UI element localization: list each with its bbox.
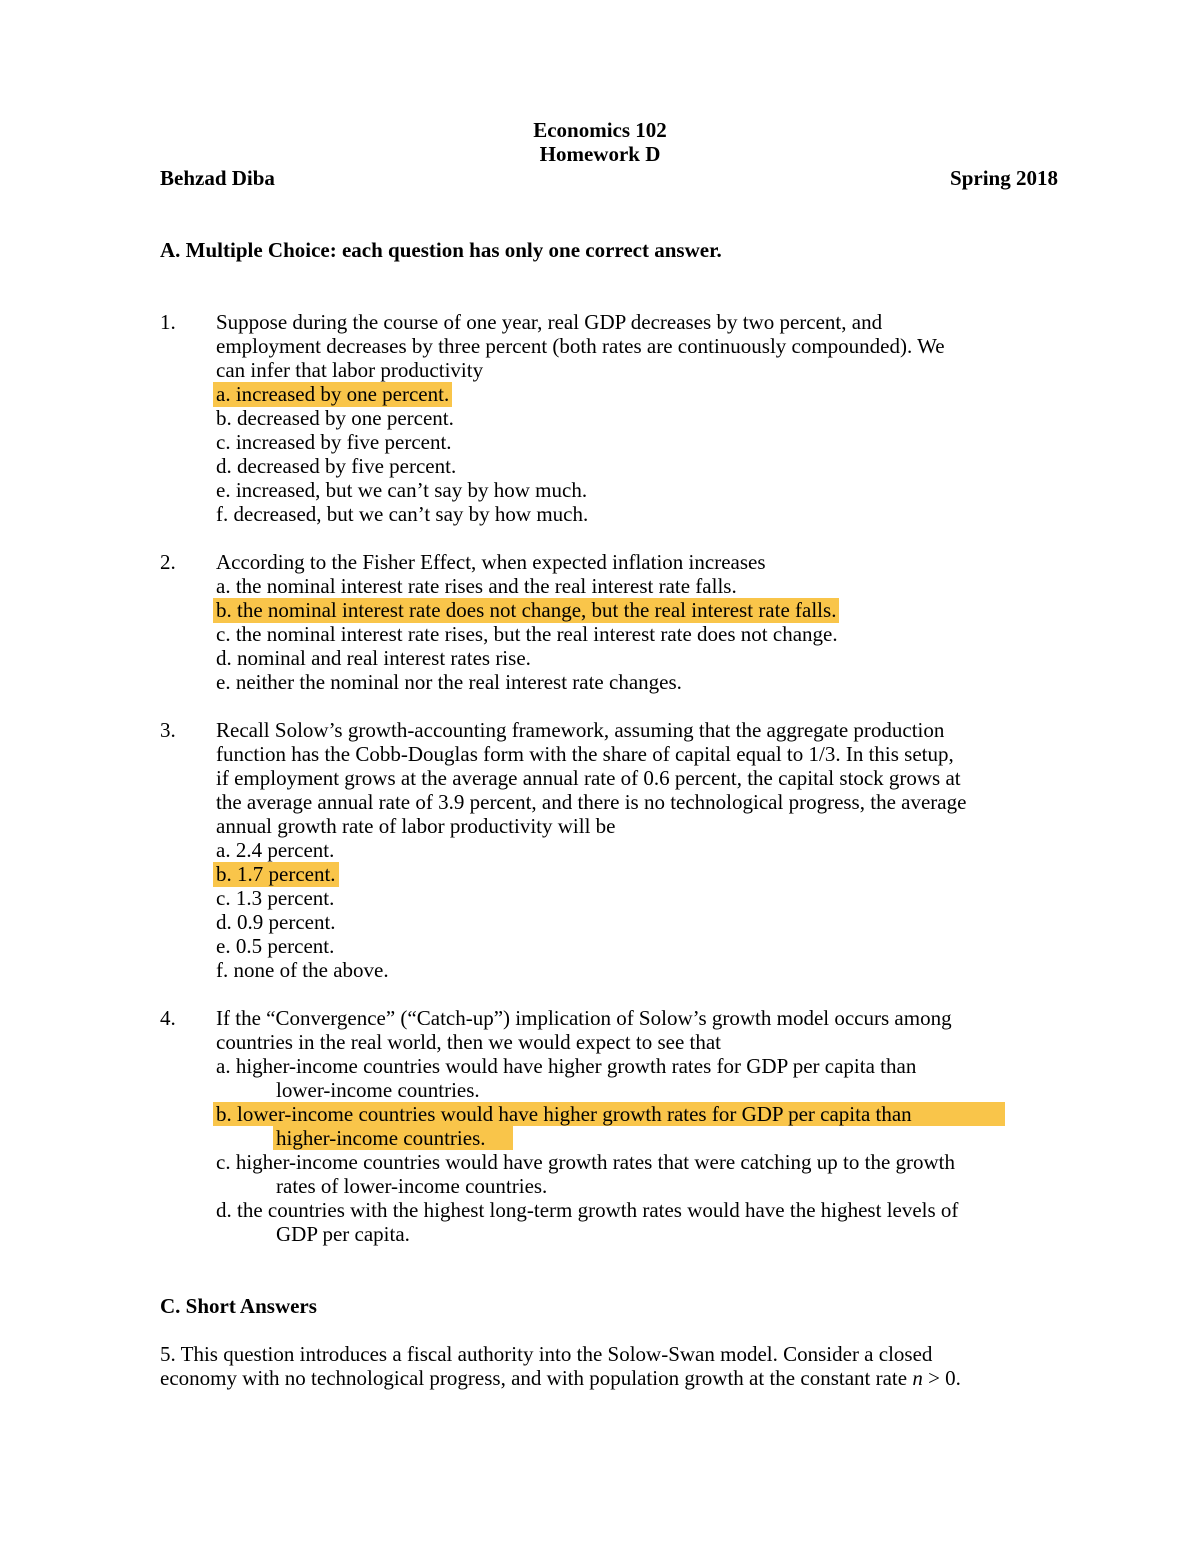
answer-option-highlighted — [216, 382, 452, 406]
answer-option: f. none of the above. — [216, 958, 389, 982]
answer-option: b. decreased by one percent. — [216, 406, 454, 430]
instructor-name: Behzad Diba — [160, 166, 275, 190]
answer-option: e. neither the nominal nor the real interest rate changes. — [216, 670, 682, 694]
variable-n: n — [912, 1366, 923, 1390]
answer-highlight: b. the nominal interest rate does not change, but the real interest rate falls. — [213, 598, 839, 623]
question-number: 3. — [160, 718, 176, 742]
answer-option-continuation: higher-income countries. — [276, 1126, 486, 1150]
question-5-text-post: > 0. — [922, 1366, 961, 1390]
question-text: employment decreases by three percent (both rates are continuously compounded). We — [216, 334, 945, 358]
question-text: According to the Fisher Effect, when expected inflation increases — [216, 550, 766, 574]
answer-option: d. the countries with the highest long-term growth rates would have the highest levels of — [216, 1198, 959, 1222]
question-text: annual growth rate of labor productivity will be — [216, 814, 616, 838]
answer-option: c. the nominal interest rate rises, but the real interest rate does not change. — [216, 622, 838, 646]
question-text: if employment grows at the average annual rate of 0.6 percent, the capital stock grows at — [216, 766, 961, 790]
question-number: 4. — [160, 1006, 176, 1030]
question-number: 1. — [160, 310, 176, 334]
term: Spring 2018 — [950, 166, 1058, 190]
question-number: 2. — [160, 550, 176, 574]
answer-option-highlighted — [216, 598, 839, 622]
question-5-text-line2 — [160, 1366, 961, 1390]
answer-option: c. 1.3 percent. — [216, 886, 335, 910]
answer-option-highlighted: b. lower-income countries would have higher growth rates for GDP per capita than — [216, 1102, 912, 1126]
question-text: Recall Solow’s growth-accounting framework, assuming that the aggregate production — [216, 718, 945, 742]
answer-option: d. 0.9 percent. — [216, 910, 336, 934]
question-text: function has the Cobb-Douglas form with the share of capital equal to 1/3. In this setup, — [216, 742, 954, 766]
section-c-heading: C. Short Answers — [160, 1294, 317, 1318]
assignment-title: Homework D — [539, 142, 661, 166]
answer-option: d. nominal and real interest rates rise. — [216, 646, 531, 670]
answer-option: d. decreased by five percent. — [216, 454, 457, 478]
question-text: can infer that labor productivity — [216, 358, 484, 382]
answer-option: c. higher-income countries would have growth rates that were catching up to the growth — [216, 1150, 956, 1174]
answer-option: e. 0.5 percent. — [216, 934, 335, 958]
answer-highlight: b. 1.7 percent. — [213, 862, 339, 887]
course-title: Economics 102 — [533, 118, 667, 142]
question-5-text-pre: economy with no technological progress, and with population growth at the constant rate — [160, 1366, 913, 1390]
answer-option-continuation: GDP per capita. — [276, 1222, 410, 1246]
answer-highlight: a. increased by one percent. — [213, 382, 452, 407]
answer-option-continuation: rates of lower-income countries. — [276, 1174, 548, 1198]
answer-option-continuation: lower-income countries. — [276, 1078, 480, 1102]
question-text: If the “Convergence” (“Catch-up”) implication of Solow’s growth model occurs among — [216, 1006, 952, 1030]
question-5-text: 5. This question introduces a fiscal authority into the Solow-Swan model. Consider a closed — [160, 1342, 933, 1366]
answer-option: a. 2.4 percent. — [216, 838, 335, 862]
answer-option: f. decreased, but we can’t say by how much. — [216, 502, 589, 526]
answer-option-highlighted — [216, 862, 339, 886]
question-text: Suppose during the course of one year, real GDP decreases by two percent, and — [216, 310, 883, 334]
section-a-heading: A. Multiple Choice: each question has only one correct answer. — [160, 238, 722, 262]
answer-option: a. higher-income countries would have higher growth rates for GDP per capita than — [216, 1054, 917, 1078]
question-text: countries in the real world, then we would expect to see that — [216, 1030, 722, 1054]
question-text: the average annual rate of 3.9 percent, and there is no technological progress, the average — [216, 790, 967, 814]
answer-option: c. increased by five percent. — [216, 430, 452, 454]
answer-option: e. increased, but we can’t say by how much. — [216, 478, 588, 502]
answer-option: a. the nominal interest rate rises and the real interest rate falls. — [216, 574, 737, 598]
